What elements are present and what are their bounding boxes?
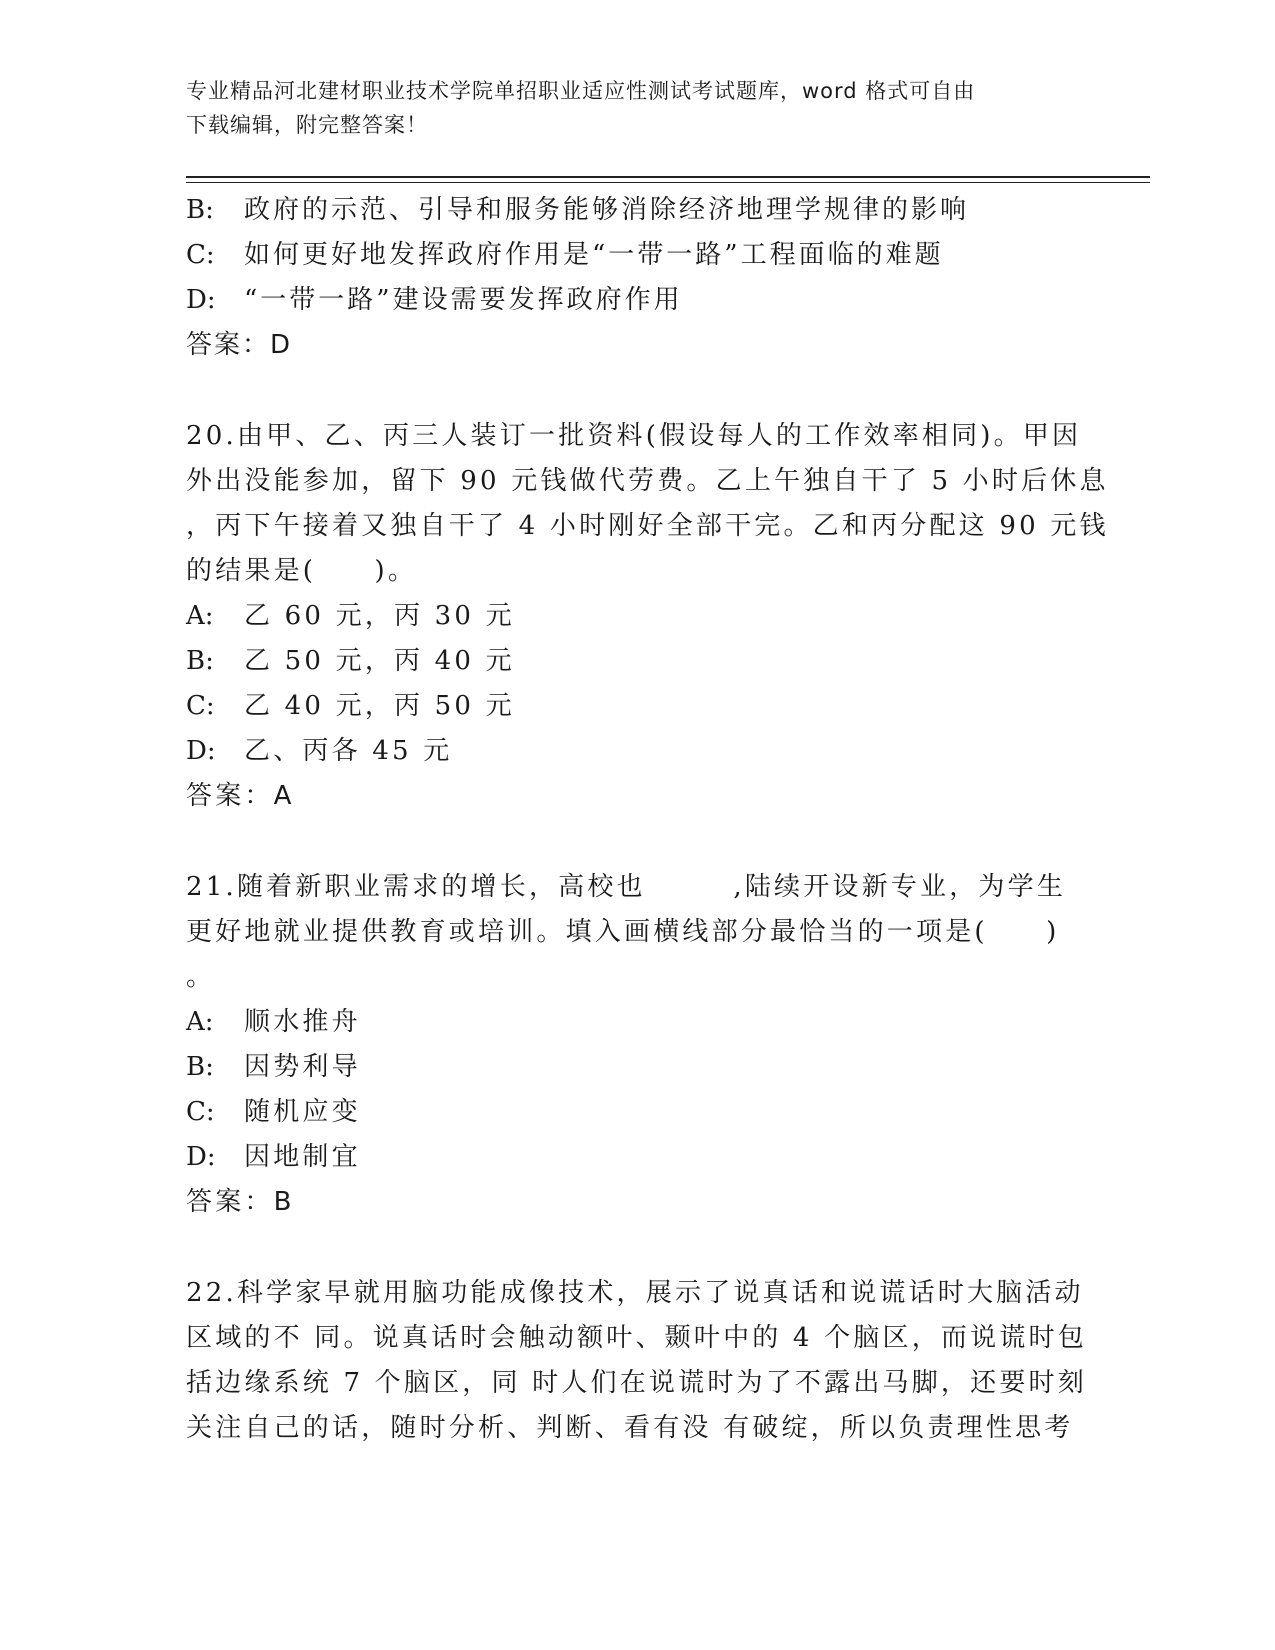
- option-a: [186, 594, 1086, 639]
- option-text: 乙 50 元，丙 40 元: [244, 646, 515, 676]
- question-21: [186, 865, 1086, 1225]
- header-line-1: 专业精品河北建材职业技术学院单招职业适应性测试考试题库，word 格式可自由: [186, 79, 976, 103]
- option-label: D:: [186, 1142, 216, 1172]
- question-text-line: 21.随着新职业需求的增长，高校也 ,陆续开设新专业，为学生: [186, 872, 1067, 902]
- option-c: [186, 1090, 1086, 1135]
- option-b: [186, 639, 1086, 684]
- option-label: C:: [186, 240, 215, 270]
- question-20: [186, 414, 1109, 819]
- option-text: 顺水推舟: [244, 1007, 361, 1037]
- answer: 答案：B: [186, 1187, 295, 1217]
- option-label: D:: [186, 736, 216, 766]
- question-text-line: 外出没能参加，留下 90 元钱做代劳费。乙上午独自干了 5 小时后休息: [186, 466, 1109, 496]
- option-text: 随机应变: [244, 1097, 361, 1127]
- option-d: [186, 278, 1086, 323]
- option-label: C:: [186, 691, 215, 721]
- option-text: 如何更好地发挥政府作用是“一带一路”工程面临的难题: [244, 240, 944, 270]
- option-c: [186, 233, 1086, 278]
- option-text: 因势利导: [244, 1052, 361, 1082]
- answer: 答案：D: [186, 330, 293, 360]
- page-header: [186, 74, 1066, 142]
- header-line-2: 下载编辑，附完整答案！: [186, 113, 428, 137]
- question-text-line: 括边缘系统 7 个脑区，同 时人们在说谎时为了不露出马脚，还要时刻: [186, 1368, 1087, 1398]
- option-label: A:: [186, 1007, 214, 1037]
- question-text-line: 22.科学家早就用脑功能成像技术，展示了说真话和说谎话时大脑活动: [186, 1278, 1084, 1308]
- option-d: [186, 1135, 1086, 1180]
- header-divider-thick: [186, 176, 1150, 178]
- question-22: [186, 1271, 1086, 1451]
- option-label: D:: [186, 285, 216, 315]
- option-d: [186, 729, 1086, 774]
- question-text-line: 关注自己的话，随时分析、判断、看有没 有破绽，所以负责理性思考: [186, 1413, 1074, 1443]
- option-c: [186, 684, 1086, 729]
- question-text-line: ，丙下午接着又独自干了 4 小时刚好全部干完。乙和丙分配这 90 元钱: [186, 511, 1109, 541]
- option-text: 政府的示范、引导和服务能够消除经济地理学规律的影响: [244, 195, 970, 225]
- option-text: 乙 40 元，丙 50 元: [244, 691, 515, 721]
- question-text-line: 。: [186, 962, 216, 992]
- question-text-line: 的结果是( )。: [186, 556, 418, 586]
- option-b: [186, 1045, 1086, 1090]
- answer: 答案：A: [186, 781, 295, 811]
- header-divider-thin: [186, 182, 1150, 183]
- option-label: B:: [186, 646, 214, 676]
- question-19: [186, 188, 1086, 368]
- option-text: 乙 60 元，丙 30 元: [244, 601, 515, 631]
- option-text: “一带一路”建设需要发挥政府作用: [244, 285, 683, 315]
- option-label: A:: [186, 601, 214, 631]
- option-label: B:: [186, 195, 214, 225]
- option-text: 乙、丙各 45 元: [244, 736, 453, 766]
- question-text-line: 区域的不 同。说真话时会触动额叶、颞叶中的 4 个脑区，而说谎时包: [186, 1323, 1087, 1353]
- question-text-line: 20.由甲、乙、丙三人装订一批资料(假设每人的工作效率相同)。甲因: [186, 421, 1082, 451]
- option-a: [186, 1000, 1086, 1045]
- question-content: [186, 188, 1109, 1451]
- question-text-line: 更好地就业提供教育或培训。填入画横线部分最恰当的一项是( ): [186, 917, 1060, 947]
- option-label: C:: [186, 1097, 215, 1127]
- option-text: 因地制宜: [244, 1142, 361, 1172]
- option-b: [186, 188, 1086, 233]
- option-label: B:: [186, 1052, 214, 1082]
